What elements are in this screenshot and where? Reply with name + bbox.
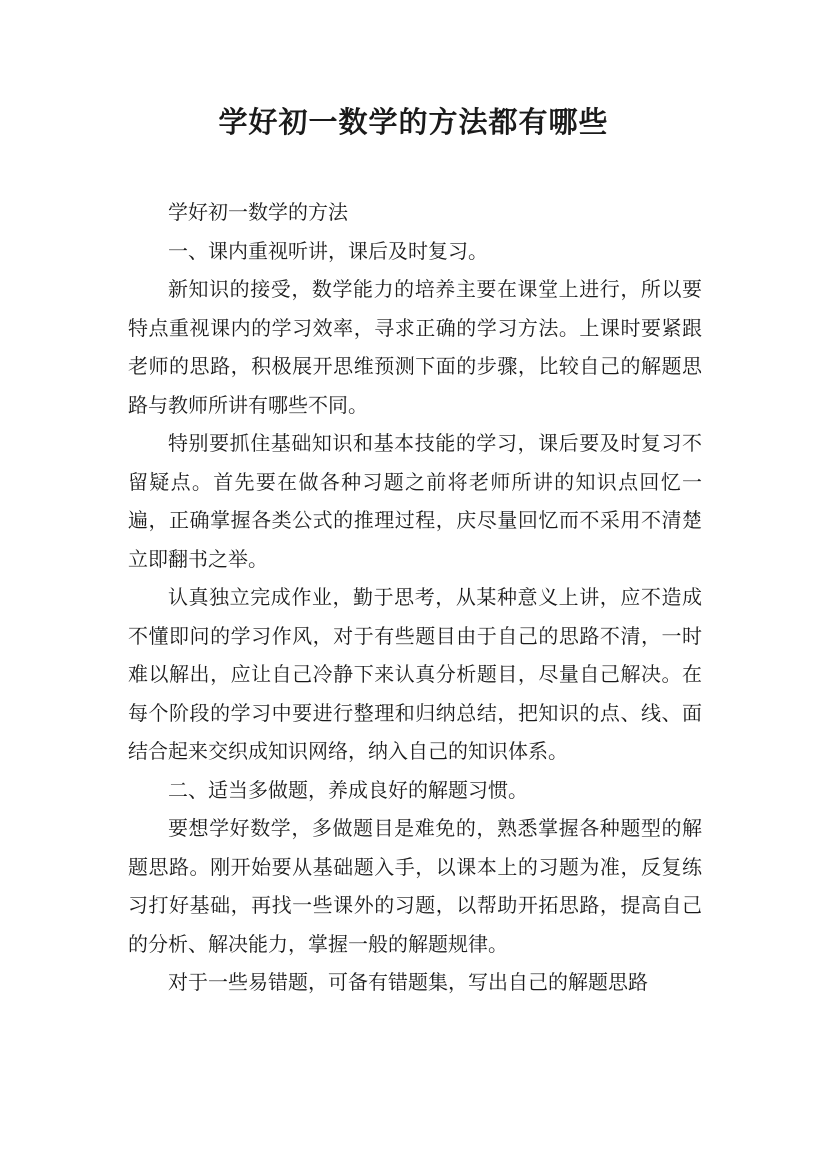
paragraph-heading-1: 一、课内重视听讲，课后及时复习。 (168, 238, 488, 263)
document-body (128, 193, 702, 1002)
paragraph: 新知识的接受，数学能力的培养主要在课堂上进行，所以要特点重视课内的学习效率，寻求正确的学习方法。上课时要紧跟老师的思路，积极展开思维预测下面的步骤，比较自己的解题思路与教师所讲有哪些不同。 (128, 277, 702, 417)
paragraph: 对于一些易错题，可备有错题集，写出自己的解题思路 (168, 970, 648, 994)
paragraph: 特别要抓住基础知识和基本技能的学习，课后要及时复习不留疑点。首先要在做各种习题之前将老师所讲的知识点回忆一遍，正确掌握各类公式的推理过程，庆尽量回忆而不采用不清楚立即翻书之举。 (128, 431, 702, 571)
paragraph: 认真独立完成作业，勤于思考，从某种意义上讲，应不造成不懂即问的学习作风，对于有些题目由于自己的思路不清，一时难以解出，应让自己冷静下来认真分析题目，尽量自己解决。在每个阶段的学习中要进行整理和归纳总结，把知识的点、线、面结合起来交织成知识网络，纳入自己的知识体系。 (128, 585, 702, 763)
paragraph-subtitle: 学好初一数学的方法 (168, 200, 348, 224)
page-title: 学好初一数学的方法都有哪些 (218, 105, 609, 139)
paragraph: 要想学好数学，多做题目是难免的，熟悉掌握各种题型的解题思路。刚开始要从基础题入手，以课本上的习题为准，反复练习打好基础，再找一些课外的习题，以帮助开拓思路，提高自己的分析、解决能力，掌握一般的解题规律。 (128, 816, 702, 956)
paragraph-heading-2: 二、适当多做题，养成良好的解题习惯。 (168, 777, 528, 802)
